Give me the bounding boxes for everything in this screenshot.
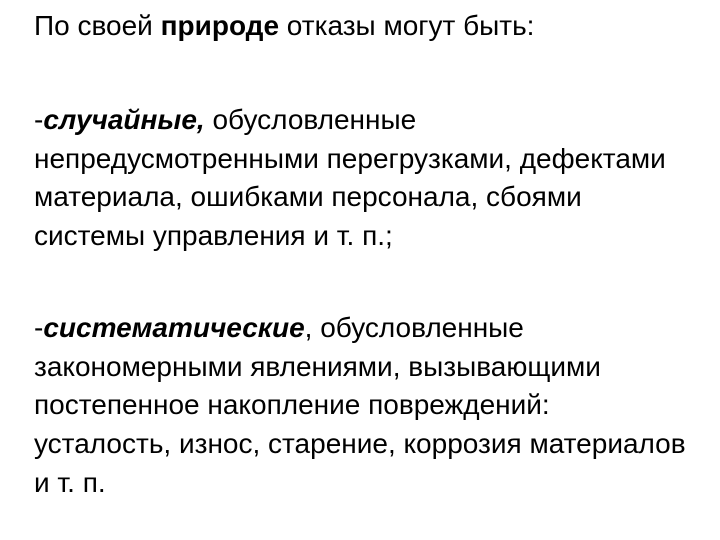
intro-suffix: отказы могут быть: (279, 10, 535, 41)
item-systematic-first-line (34, 310, 524, 346)
item-random-line-1: обусловленные (204, 104, 417, 135)
item-systematic-line-2: закономерными явлениями, вызывающими (34, 351, 601, 382)
item-random-line-2: непредусмотренными перегрузками, дефектами (34, 143, 666, 174)
item-systematic-term: систематические (43, 312, 305, 343)
item-systematic-line-1: , обусловленные (304, 312, 524, 343)
item-random-line-3: материала, ошибками персонала, сбоями (34, 181, 582, 212)
slide-content (34, 0, 714, 540)
item-random-first-line (34, 102, 416, 138)
item-random-term: случайные, (43, 104, 205, 135)
item-random-dash: - (34, 104, 44, 135)
intro-emphasis: природе (160, 10, 280, 41)
intro-line (34, 8, 534, 44)
item-systematic-dash: - (34, 312, 44, 343)
item-systematic-line-4: усталость, износ, старение, коррозия материалов (34, 428, 686, 459)
intro-prefix: По своей (34, 10, 161, 41)
item-systematic-line-3: постепенное накопление повреждений: (34, 389, 550, 420)
item-random-line-4: системы управления и т. п.; (34, 220, 393, 251)
item-systematic-line-5: и т. п. (34, 467, 106, 498)
